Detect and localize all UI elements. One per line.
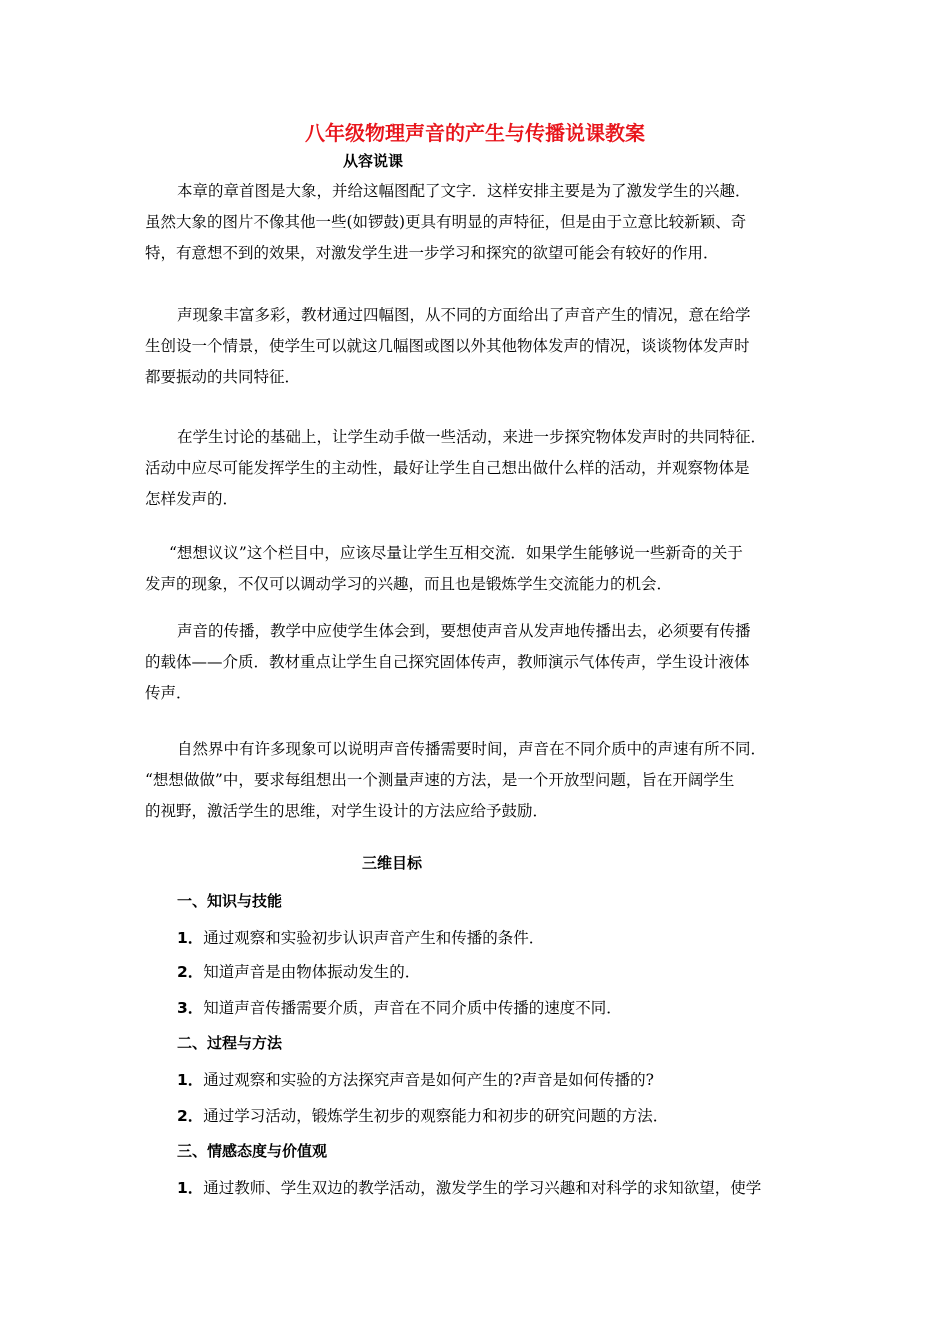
goal-item — [177, 1104, 817, 1126]
goal-item — [177, 926, 817, 948]
goal-item — [177, 960, 817, 982]
item-text: 通过学习活动，锻炼学生初步的观察能力和初步的研究问题的方法． — [203, 1107, 669, 1125]
goal-item — [177, 996, 817, 1018]
paragraph-5 — [145, 616, 810, 709]
item-number: 1． — [177, 929, 204, 947]
goal-item — [177, 1176, 817, 1198]
goal-heading-emotion: 三、情感态度与价值观 — [177, 1142, 328, 1160]
item-text: 知道声音是由物体振动发生的． — [203, 963, 421, 981]
document-title: 八年级物理声音的产生与传播说课教案 — [305, 121, 645, 145]
item-text: 知道声音传播需要介质，声音在不同介质中传播的速度不同． — [203, 999, 622, 1017]
goal-heading-knowledge: 一、知识与技能 — [177, 892, 283, 910]
paragraph-line: 虽然大象的图片不像其他一些(如锣鼓)更具有明显的声特征，但是由于立意比较新颖、奇 — [145, 213, 747, 231]
paragraph-line: “想想议议”这个栏目中，应该尽量让学生互相交流．如果学生能够说一些新奇的关于 — [169, 544, 743, 562]
item-number: 2． — [177, 963, 204, 981]
paragraph-line: 发声的现象，不仅可以调动学习的兴趣，而且也是锻炼学生交流能力的机会． — [145, 575, 673, 593]
item-number: 1． — [177, 1179, 204, 1197]
paragraph-line: 自然界中有许多现象可以说明声音传播需要时间，声音在不同介质中的声速有所不同． — [177, 740, 767, 758]
paragraph-line: 的视野，激活学生的思维，对学生设计的方法应给予鼓励． — [145, 802, 549, 820]
item-number: 3． — [177, 999, 204, 1017]
paragraph-line: 在学生讨论的基础上，让学生动手做一些活动，来进一步探究物体发声时的共同特征． — [177, 428, 767, 446]
paragraph-line: 怎样发声的． — [145, 490, 239, 508]
paragraph-line: 声现象丰富多彩，教材通过四幅图，从不同的方面给出了声音产生的情况，意在给学 — [177, 306, 751, 324]
item-text: 通过观察和实验初步认识声音产生和传播的条件． — [203, 929, 545, 947]
paragraph-3 — [145, 422, 810, 515]
paragraph-line: 活动中应尽可能发挥学生的主动性，最好让学生自己想出做什么样的活动，并观察物体是 — [145, 459, 750, 477]
paragraph-line: 特，有意想不到的效果，对激发学生进一步学习和探究的欲望可能会有较好的作用． — [145, 244, 719, 262]
paragraph-line: 本章的章首图是大象，并给这幅图配了文字．这样安排主要是为了激发学生的兴趣． — [177, 182, 751, 200]
item-number: 2． — [177, 1107, 204, 1125]
goal-heading-process: 二、过程与方法 — [177, 1034, 283, 1052]
item-text: 通过教师、学生双边的教学活动，激发学生的学习兴趣和对科学的求知欲望，使学 — [203, 1179, 762, 1197]
paragraph-1 — [145, 176, 810, 269]
paragraph-line: 声音的传播，教学中应使学生体会到，要想使声音从发声地传播出去，必须要有传播 — [177, 622, 751, 640]
paragraph-4 — [145, 538, 810, 600]
goal-item — [177, 1068, 817, 1090]
item-number: 1． — [177, 1071, 204, 1089]
paragraph-line: 传声． — [145, 684, 192, 702]
document-subtitle: 从容说课 — [343, 152, 404, 170]
paragraph-line: “想想做做”中，要求每组想出一个测量声速的方法，是一个开放型问题，旨在开阔学生 — [145, 771, 735, 789]
item-text: 通过观察和实验的方法探究声音是如何产生的?声音是如何传播的? — [203, 1071, 654, 1089]
section-title: 三维目标 — [362, 854, 423, 872]
paragraph-line: 生创设一个情景，使学生可以就这几幅图或图以外其他物体发声的情况，谈谈物体发声时 — [145, 337, 750, 355]
paragraph-line: 的载体——介质．教材重点让学生自己探究固体传声，教师演示气体传声，学生设计液体 — [145, 653, 750, 671]
paragraph-6 — [145, 734, 810, 827]
paragraph-line: 都要振动的共同特征． — [145, 368, 301, 386]
paragraph-2 — [145, 300, 810, 393]
